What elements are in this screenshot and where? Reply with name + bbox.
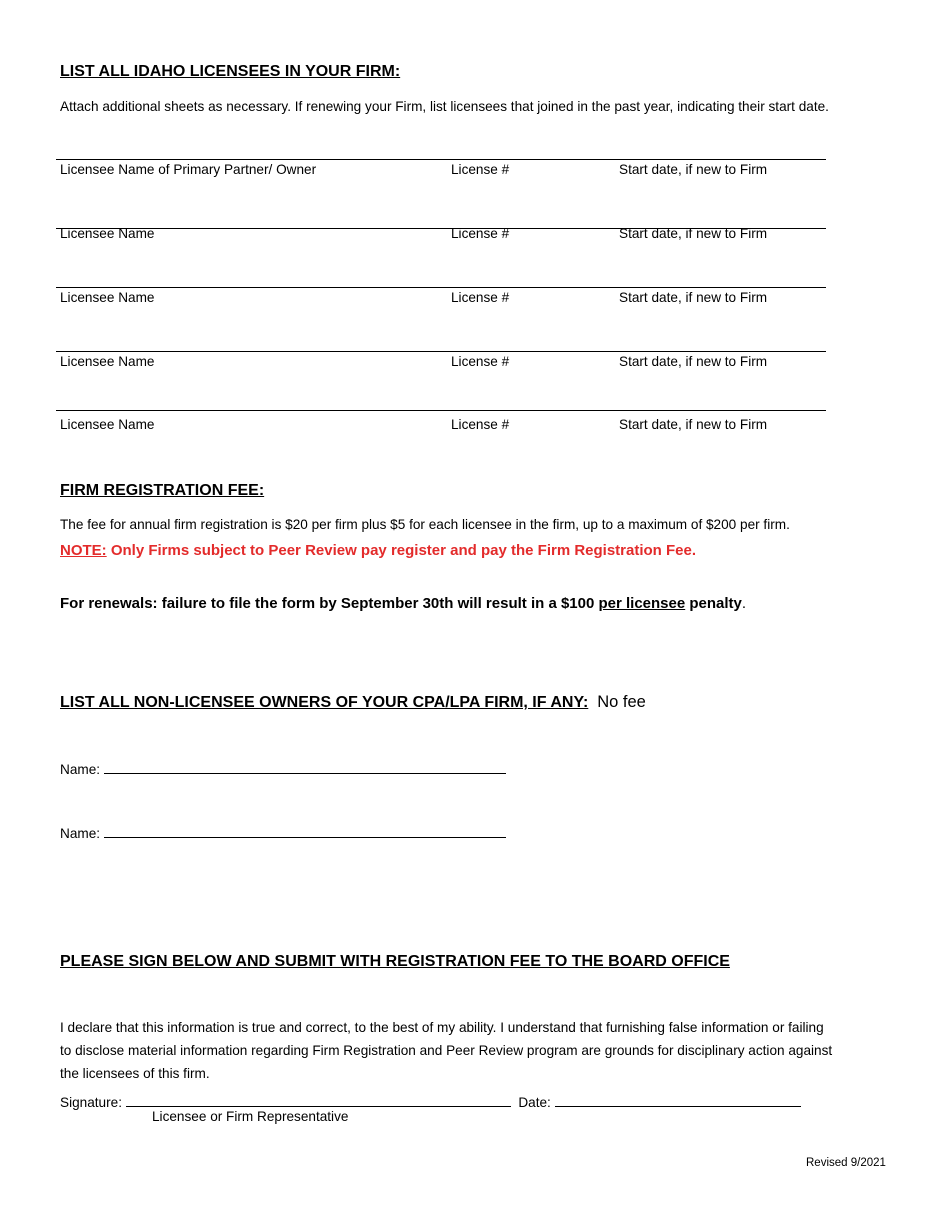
start-date-label-2: Start date, if new to Firm xyxy=(619,226,768,241)
start-date-label-3: Start date, if new to Firm xyxy=(619,290,768,305)
owners-heading-row xyxy=(60,693,646,712)
owner-name-row-2 xyxy=(60,822,506,845)
license-number-label-1: License # xyxy=(451,162,510,177)
signature-label: Signature: xyxy=(60,1095,122,1110)
license-number-label-2: License # xyxy=(451,226,510,241)
date-label: Date: xyxy=(518,1095,551,1110)
signature-caption: Licensee or Firm Representative xyxy=(152,1109,349,1124)
owner-name-field-2[interactable] xyxy=(104,825,506,838)
renewal-underlined: per licensee xyxy=(598,595,686,612)
licensee-row-line-4[interactable] xyxy=(56,351,826,352)
date-field[interactable] xyxy=(555,1094,801,1107)
licensee-name-label-5: Licensee Name xyxy=(60,417,155,432)
owners-heading: LIST ALL NON-LICENSEE OWNERS OF YOUR CPA/LPA FIRM, IF ANY: xyxy=(60,694,589,711)
fee-note xyxy=(60,542,696,559)
owner-name-label-2: Name: xyxy=(60,826,101,841)
fee-description: The fee for annual firm registration is $20 per firm plus $5 for each licensee in the firm, up to a maximum of $200 per firm. xyxy=(60,517,790,532)
license-number-label-3: License # xyxy=(451,290,510,305)
declaration-line-2: to disclose material information regarding Firm Registration and Peer Review program are grounds for disciplinary action against xyxy=(60,1043,833,1058)
owner-name-row-1 xyxy=(60,758,506,781)
start-date-label-4: Start date, if new to Firm xyxy=(619,354,768,369)
owners-heading-note: No fee xyxy=(597,693,646,711)
fee-heading: FIRM REGISTRATION FEE: xyxy=(60,482,265,499)
licensee-name-label-1: Licensee Name of Primary Partner/ Owner xyxy=(60,162,317,177)
licensee-name-label-4: Licensee Name xyxy=(60,354,155,369)
owner-name-field-1[interactable] xyxy=(104,761,506,774)
renewal-prefix: For renewals: failure to file the form by September 30th will result in a $100 xyxy=(60,595,599,612)
start-date-label-5: Start date, if new to Firm xyxy=(619,417,768,432)
owner-name-label-1: Name: xyxy=(60,762,101,777)
signature-heading: PLEASE SIGN BELOW AND SUBMIT WITH REGISTRATION FEE TO THE BOARD OFFICE xyxy=(60,953,730,970)
note-text: Only Firms subject to Peer Review pay register and pay the Firm Registration Fee. xyxy=(106,542,697,559)
start-date-label-1: Start date, if new to Firm xyxy=(619,162,768,177)
license-number-label-5: License # xyxy=(451,417,510,432)
licensee-row-line-3[interactable] xyxy=(56,287,826,288)
licensee-name-label-2: Licensee Name xyxy=(60,226,155,241)
licensees-instruction: Attach additional sheets as necessary. If renewing your Firm, list licensees that joined in the past year, indicating their start date. xyxy=(60,99,829,114)
declaration-line-1: I declare that this information is true and correct, to the best of my ability. I understand that furnishing false information or failing xyxy=(60,1020,824,1035)
licensees-heading: LIST ALL IDAHO LICENSEES IN YOUR FIRM: xyxy=(60,63,401,80)
licensee-row-line-5[interactable] xyxy=(56,410,826,411)
renewal-suffix: penalty xyxy=(685,595,742,612)
note-label: NOTE: xyxy=(60,542,107,559)
renewal-period: . xyxy=(741,595,747,612)
license-number-label-4: License # xyxy=(451,354,510,369)
licensee-name-label-3: Licensee Name xyxy=(60,290,155,305)
declaration-line-3: the licensees of this firm. xyxy=(60,1066,210,1081)
licensee-row-line-1[interactable] xyxy=(56,159,826,160)
revised-date: Revised 9/2021 xyxy=(806,1157,886,1169)
renewal-penalty xyxy=(60,595,746,612)
